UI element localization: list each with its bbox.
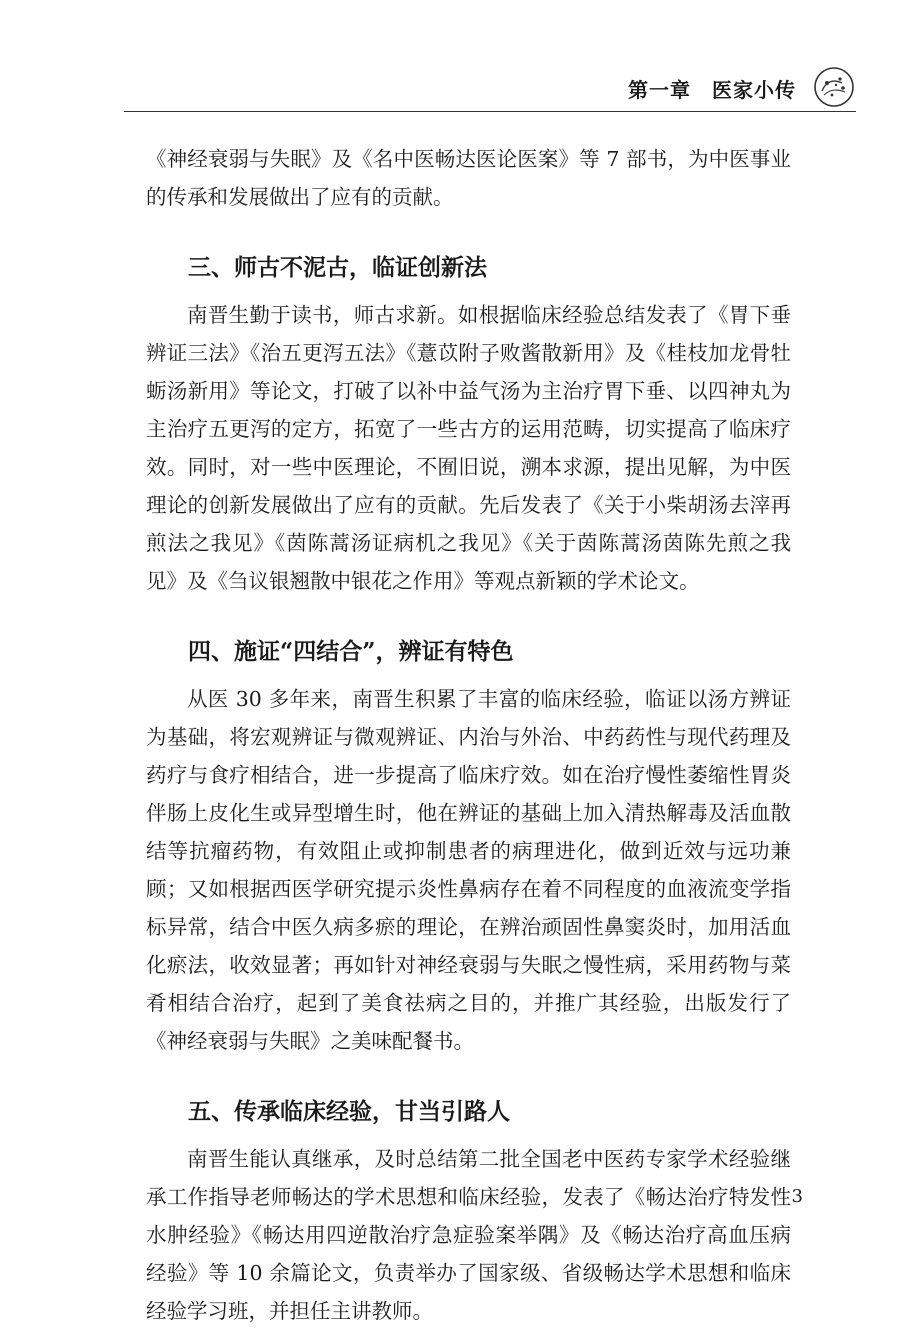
running-header bbox=[0, 62, 900, 112]
main-content bbox=[146, 140, 791, 1330]
section-heading-5: 五、传承临床经验，甘当引路人 bbox=[188, 1098, 510, 1125]
chapter-title: 第一章 医家小传 bbox=[628, 78, 796, 102]
section-body-4: 从医 30 多年来，南晋生积累了丰富的临床经验，临证以汤方辨证为基础，将宏观辨证与微观辨证、内治与外治、中药药性与现代药理及药疗与食疗相结合，进一步提高了临床疗效。如在治疗慢性萎缩性胃炎伴肠上皮化生或异型增生时，他在辨证的基础上加入清热解毒及活血散结等抗瘤药物，有效阻止或抑制患者的病理进化，做到近效与远功兼顾；又如根据西医学研究提示炎性鼻病存在着不同程度的血液流变学指标异常，结合中医久病多瘀的理论，在辨治顽固性鼻窦炎时，加用活血化瘀法，收效显著；再如针对神经衰弱与失眠之慢性病，采用药物与菜肴相结合治疗，起到了美食祛病之目的，并推广其经验，出版发行了《神经衰弱与失眠》之美味配餐书。 bbox=[146, 687, 791, 1053]
section-body-5: 南晋生能认真继承，及时总结第二批全国老中医药专家学术经验继承工作指导老师畅达的学术思想和临床经验，发表了《畅达治疗特发性水肿经验》《畅达用四逆散治疗急症验案举隅》及《畅达治疗高血压病经验》等 10 余篇论文，负责举办了国家级、省级畅达学术思想和临床经验学习班，并担任主讲教师。 bbox=[146, 1147, 791, 1323]
header-rule bbox=[124, 111, 856, 112]
page-number: 3 bbox=[791, 1186, 803, 1207]
section-heading-4: 四、施证“四结合”，辨证有特色 bbox=[188, 638, 514, 665]
floral-seal-icon bbox=[812, 65, 856, 109]
intro-paragraph: 《神经衰弱与失眠》及《名中医畅达医论医案》等 7 部书，为中医事业的传承和发展做出了应有的贡献。 bbox=[146, 147, 791, 209]
section-body-3: 南晋生勤于读书，师古求新。如根据临床经验总结发表了《胃下垂辨证三法》《治五更泻五法》《薏苡附子败酱散新用》及《桂枝加龙骨牡蛎汤新用》等论文，打破了以补中益气汤为主治疗胃下垂、以四神丸为主治疗五更泻的定方，拓宽了一些古方的运用范畴，切实提高了临床疗效。同时，对一些中医理论，不囿旧说，溯本求源，提出见解，为中医理论的创新发展做出了应有的贡献。先后发表了《关于小柴胡汤去滓再煎法之我见》《茵陈蒿汤证病机之我见》《关于茵陈蒿汤茵陈先煎之我见》及《刍议银翘散中银花之作用》等观点新颖的学术论文。 bbox=[146, 303, 791, 593]
section-heading-3: 三、师古不泥古，临证创新法 bbox=[188, 254, 487, 281]
